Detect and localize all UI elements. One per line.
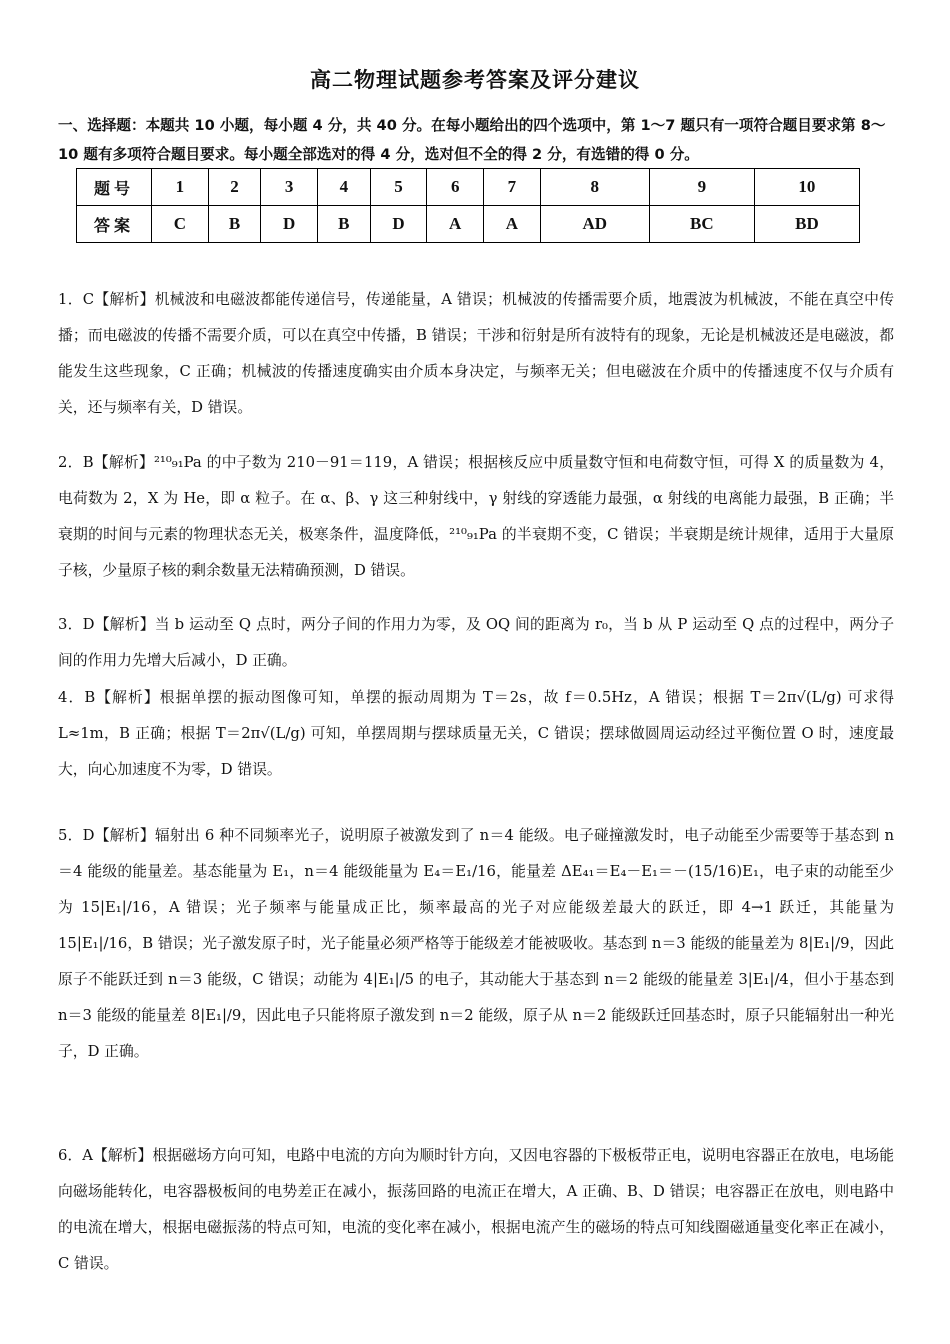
explanation-2 xyxy=(58,445,894,589)
explanation-3 xyxy=(58,607,894,679)
row-label-answer: 答案 xyxy=(77,206,152,243)
question-number: 10 xyxy=(754,169,859,206)
explanation-6 xyxy=(58,1138,894,1282)
question-number: 6 xyxy=(427,169,484,206)
page-title: 高二物理试题参考答案及评分建议 xyxy=(310,68,640,92)
explanation-text: 4．B【解析】根据单摆的振动图像可知，单摆的振动周期为 T＝2s，故 f＝0.5Hz，A 错误；根据 T＝2π√(L/g) 可求得 L≈1m，B 正确；根据 T＝2π√(L/g) 可知，单摆周期与摆球质量无关，C 错误；摆球做圆周运动经过平衡位置 O 时，速度最大，向心加速度不为零，D 错误。 xyxy=(58,689,894,778)
explanation-4 xyxy=(58,680,894,788)
answer-cell: BC xyxy=(649,206,754,243)
question-number-row xyxy=(77,169,860,206)
explanation-text: 2．B【解析】²¹⁰₉₁Pa 的中子数为 210－91＝119，A 错误；根据核反应中质量数守恒和电荷数守恒，可得 X 的质量数为 4，电荷数为 2，X 为 He，即 α 粒子。在 α、β、γ 这三种射线中，γ 射线的穿透能力最强，α 射线的电离能力最强，B 正确；半衰期的时间与元素的物理状态无关，极寒条件，温度降低，²¹⁰₉₁Pa 的半衰期不变，C 错误；半衰期是统计规律，适用于大量原子核，少量原子核的剩余数量无法精确预测，D 错误。 xyxy=(58,454,894,579)
answer-cell: C xyxy=(152,206,209,243)
explanation-5 xyxy=(58,818,894,1070)
question-number: 7 xyxy=(484,169,541,206)
explanation-text: 1．C【解析】机械波和电磁波都能传递信号，传递能量，A 错误；机械波的传播需要介质，地震波为机械波，不能在真空中传播；而电磁波的传播不需要介质，可以在真空中传播，B 错误；干涉和衍射是所有波特有的现象，无论是机械波还是电磁波，都能发生这些现象，C 正确；机械波的传播速度确实由介质本身决定，与频率无关；但电磁波在介质中的传播速度不仅与介质有关，还与频率有关，D 错误。 xyxy=(58,291,894,416)
question-number: 3 xyxy=(261,169,318,206)
explanation-text: 6．A【解析】根据磁场方向可知，电路中电流的方向为顺时针方向，又因电容器的下极板带正电，说明电容器正在放电，电场能向磁场能转化，电容器极板间的电势差正在减小，振荡回路的电流正在增大，A 正确、B、D 错误；电容器正在放电，则电路中的电流在增大，根据电磁振荡的特点可知，电流的变化率在减小，根据电流产生的磁场的特点可知线圈磁通量变化率正在减小，C 错误。 xyxy=(58,1147,894,1272)
row-label-number: 题号 xyxy=(77,169,152,206)
answer-cell: D xyxy=(370,206,427,243)
answer-cell: A xyxy=(484,206,541,243)
answer-cell: BD xyxy=(754,206,859,243)
question-number: 1 xyxy=(152,169,209,206)
answer-cell: A xyxy=(427,206,484,243)
answer-cell: D xyxy=(261,206,318,243)
question-number: 8 xyxy=(540,169,649,206)
question-number: 2 xyxy=(208,169,261,206)
question-number: 5 xyxy=(370,169,427,206)
explanation-text: 5．D【解析】辐射出 6 种不同频率光子，说明原子被激发到了 n＝4 能级。电子碰撞激发时，电子动能至少需要等于基态到 n＝4 能级的能量差。基态能量为 E₁，n＝4 能级能量为 E₄＝E₁/16，能量差 ΔE₄₁＝E₄－E₁＝－(15/16)E₁，电子束的动能至少为 15|E₁|/16，A 错误；光子频率与能量成正比，频率最高的光子对应能级差最大的跃迁，即 4→1 跃迁，其能量为 15|E₁|/16，B 错误；光子激发原子时，光子能量必须严格等于能级差才能被吸收。基态到 n＝3 能级的能量差为 8|E₁|/9，因此原子不能跃迁到 n＝3 能级，C 错误；动能为 4|E₁|/5 的电子，其动能大于基态到 n＝2 能级的能量差 3|E₁|/4，但小于基态到 n＝3 能级的能量差 8|E₁|/9，因此电子只能将原子激发到 n＝2 能级，原子从 n＝2 能级跃迁回基态时，原子只能辐射出一种光子，D 正确。 xyxy=(58,827,894,1060)
answer-cell: B xyxy=(318,206,371,243)
question-number: 4 xyxy=(318,169,371,206)
answer-row xyxy=(77,206,860,243)
section-instructions: 一、选择题：本题共 10 小题，每小题 4 分，共 40 分。在每小题给出的四个选项中，第 1～7 题只有一项符合题目要求第 8～10 题有多项符合题目要求。每小题全部选对的得 4 分，选对但不全的得 2 分，有选错的得 0 分。 xyxy=(58,117,886,163)
answer-table xyxy=(76,168,860,243)
answer-cell: B xyxy=(208,206,261,243)
question-number: 9 xyxy=(649,169,754,206)
answer-cell: AD xyxy=(540,206,649,243)
explanation-text: 3．D【解析】当 b 运动至 Q 点时，两分子间的作用力为零，及 OQ 间的距离为 r₀，当 b 从 P 运动至 Q 点的过程中，两分子间的作用力先增大后减小，D 正确。 xyxy=(58,616,894,669)
explanation-1 xyxy=(58,282,894,426)
